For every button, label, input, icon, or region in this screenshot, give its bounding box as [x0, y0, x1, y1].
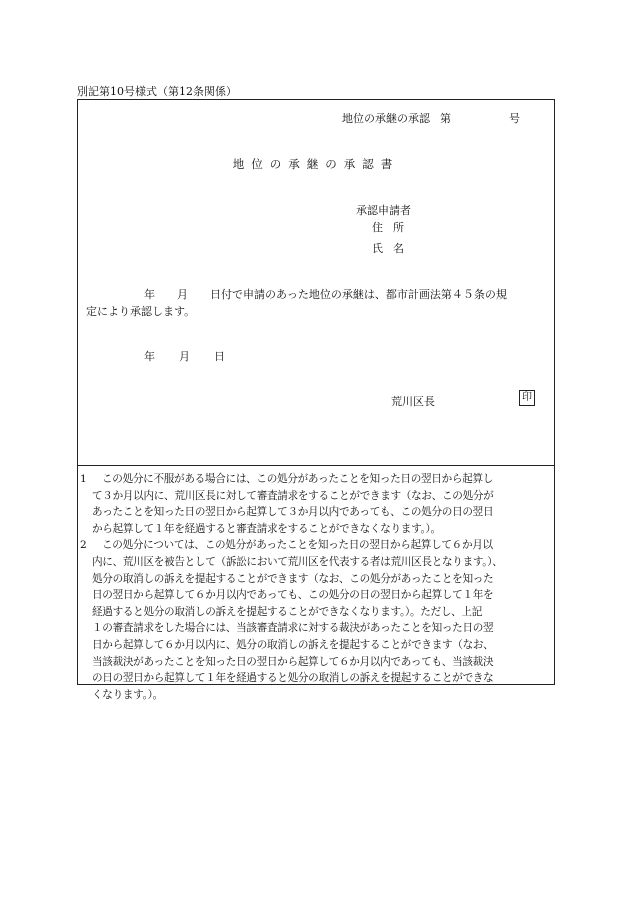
seal-mark: 印 — [519, 390, 535, 406]
note-item-2 — [80, 537, 552, 703]
form-title: 別記第10号様式（第12条関係） — [77, 85, 237, 98]
note-line: この処分については、この処分があったことを知った日の翌日から起算して６か月以 — [102, 539, 493, 552]
approval-number-dai: 第 — [440, 112, 451, 125]
note-number: 2 — [80, 539, 87, 552]
note-line: から起算して１年を経過すると審査請求をすることができなくなります。）。 — [92, 522, 441, 535]
note-line: 日から起算して６か月以内に、処分の取消しの訴えを提起することができます（なお、 — [92, 638, 494, 651]
note-line: くなります。）。 — [92, 688, 163, 701]
note-line: 日の翌日から起算して６か月以内であっても、この処分の日の翌日から起算して１年を — [92, 589, 494, 602]
statement-year: 年 — [144, 288, 155, 301]
address-label: 住所 — [372, 221, 414, 234]
note-line: 経過すると処分の取消しの訴えを提起することができなくなります。）。ただし、上記 — [92, 605, 483, 618]
document-title: 地位の承継の承認書 — [232, 157, 400, 171]
section-divider — [78, 465, 554, 466]
note-item-1 — [80, 471, 552, 537]
note-line: １の審査請求をした場合には、当該審査請求に対する裁決があったことを知った日の翌 — [92, 622, 494, 635]
approval-form-frame — [77, 99, 555, 701]
approval-number-label: 地位の承継の承認 — [342, 112, 430, 125]
approval-statement-line1 — [144, 286, 507, 302]
approval-number-go: 号 — [509, 112, 520, 125]
note-line: て３か月以内に、荒川区長に対して審査請求をすることができます（なお、この処分が — [92, 489, 494, 502]
date-month: 月 — [179, 350, 190, 363]
approval-statement-line2: 定により承認します。 — [86, 305, 196, 318]
note-line: この処分に不服がある場合には、この処分があったことを知った日の翌日から起算し — [102, 473, 494, 485]
statement-month: 月 — [177, 288, 188, 301]
date-day: 日 — [214, 350, 225, 363]
note-number: 1 — [80, 473, 87, 485]
date-year: 年 — [144, 350, 155, 363]
note-line: 処分の取消しの訴えを提起することができます（なお、この処分があったことを知った — [92, 572, 494, 585]
note-line: 当該裁決があったことを知った日の翌日から起算して６か月以内であっても、当該裁決 — [92, 655, 494, 668]
mayor-title: 荒川区長 — [391, 395, 435, 408]
approval-number — [342, 110, 520, 126]
note-line: あったことを知った日の翌日から起算して３か月以内であっても、この処分の日の翌日 — [92, 506, 494, 519]
note-line: 内に、荒川区を被告として（訴訟において荒川区を代表する者は荒川区長となります。）、 — [92, 555, 503, 568]
issue-date — [144, 348, 225, 364]
note-line: の日の翌日から起算して１年を経過すると処分の取消しの訴えを提起することができな — [92, 672, 494, 685]
applicant-label: 承認申請者 — [356, 204, 411, 217]
name-label: 氏名 — [372, 242, 414, 255]
notes-section — [80, 471, 552, 703]
statement-rest: 日付で申請のあった地位の承継は、都市計画法第４５条の規 — [210, 288, 507, 301]
